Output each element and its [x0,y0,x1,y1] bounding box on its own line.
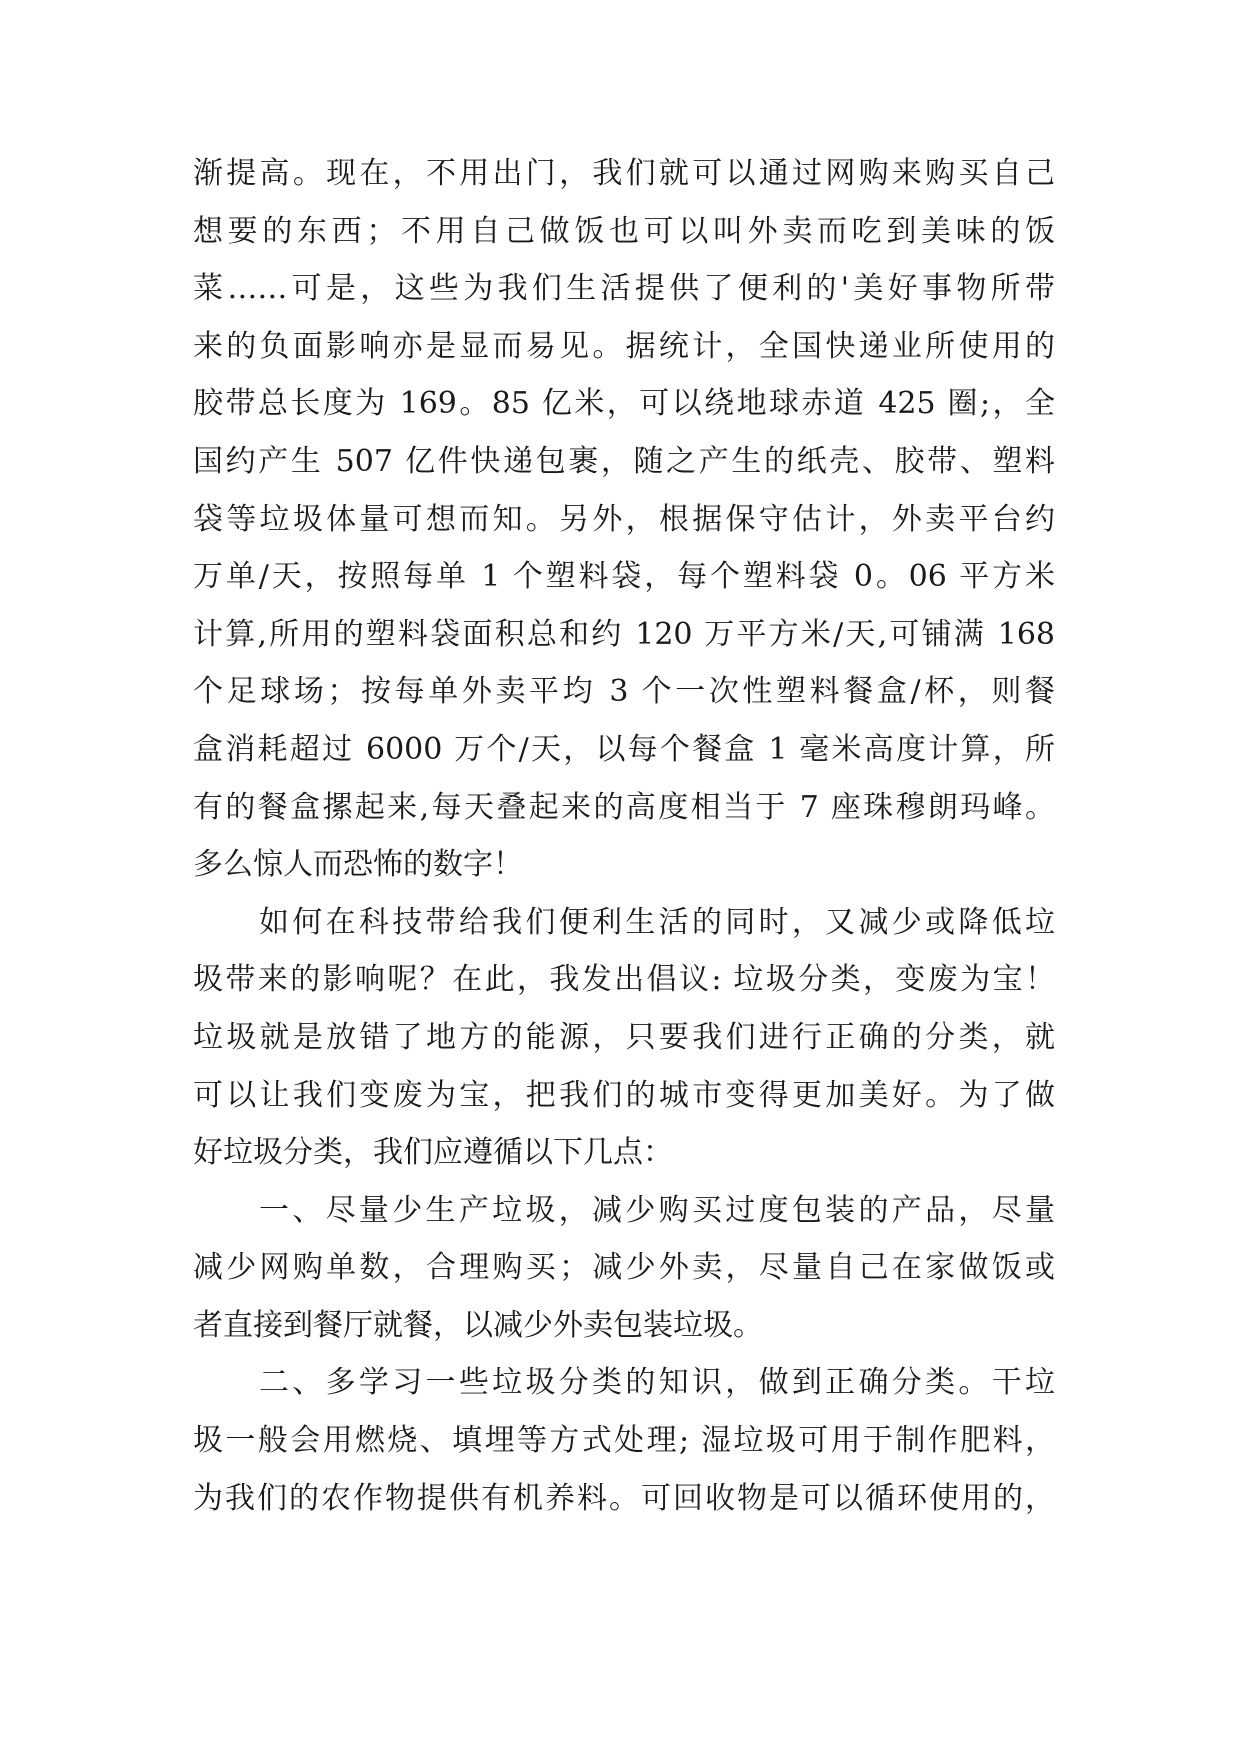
text-line: 垃圾就是放错了地方的能源，只要我们进行正确的分类，就 [193,1019,1055,1055]
text-line: 如何在科技带给我们便利生活的同时，又减少或降低垃 [259,904,1055,940]
text-line: 一、尽量少生产垃圾，减少购买过度包装的产品，尽量 [259,1192,1055,1228]
text-line: 盒消耗超过 6000 万个/天，以每个餐盒 1 毫米高度计算，所 [193,731,1055,767]
text-line: 有的餐盒摞起来,每天叠起来的高度相当于 7 座珠穆朗玛峰。 [193,789,1055,825]
text-line: 国约产生 507 亿件快递包裹，随之产生的纸壳、胶带、塑料 [193,443,1055,479]
text-line: 胶带总长度为 169。85 亿米，可以绕地球赤道 425 圈;，全 [193,386,1055,422]
text-line: 菜……可是，这些为我们生活提供了便利的'美好事物所带 [193,271,1055,307]
text-line: 想要的东西；不用自己做饭也可以叫外卖而吃到美味的饭 [193,213,1055,249]
text-line: 渐提高。现在，不用出门，我们就可以通过网购来购买自己 [193,156,1055,191]
text-line: 多么惊人而恐怖的数字！ [193,847,523,883]
text-line: 为我们的农作物提供有机养料。可回收物是可以循环使用的， [193,1480,1055,1516]
text-line: 袋等垃圾体量可想而知。另外，根据保守估计，外卖平台约 [193,501,1055,537]
document-body [193,145,1055,1527]
text-line: 来的负面影响亦是显而易见。据统计，全国快递业所使用的 [193,328,1055,364]
text-line: 减少网购单数，合理购买；减少外卖，尽量自己在家做饭或 [193,1250,1055,1286]
text-line: 计算,所用的塑料袋面积总和约 120 万平方米/天,可铺满 168 [193,616,1055,652]
text-line: 圾带来的影响呢？在此，我发出倡议: 垃圾分类，变废为宝！ [193,962,1055,998]
text-line: 者直接到餐厅就餐，以减少外卖包装垃圾。 [193,1307,763,1343]
text-line: 个足球场；按每单外卖平均 3 个一次性塑料餐盒/杯，则餐 [193,674,1055,710]
text-line: 万单/天，按照每单 1 个塑料袋，每个塑料袋 0。06 平方米 [193,559,1055,595]
text-line: 圾一般会用燃烧、填埋等方式处理; 湿垃圾可用于制作肥料， [193,1423,1055,1459]
text-line: 二、多学习一些垃圾分类的知识，做到正确分类。干垃 [259,1365,1055,1401]
text-line: 好垃圾分类，我们应遵循以下几点： [193,1135,673,1171]
text-line: 可以让我们变废为宝，把我们的城市变得更加美好。为了做 [193,1077,1055,1113]
